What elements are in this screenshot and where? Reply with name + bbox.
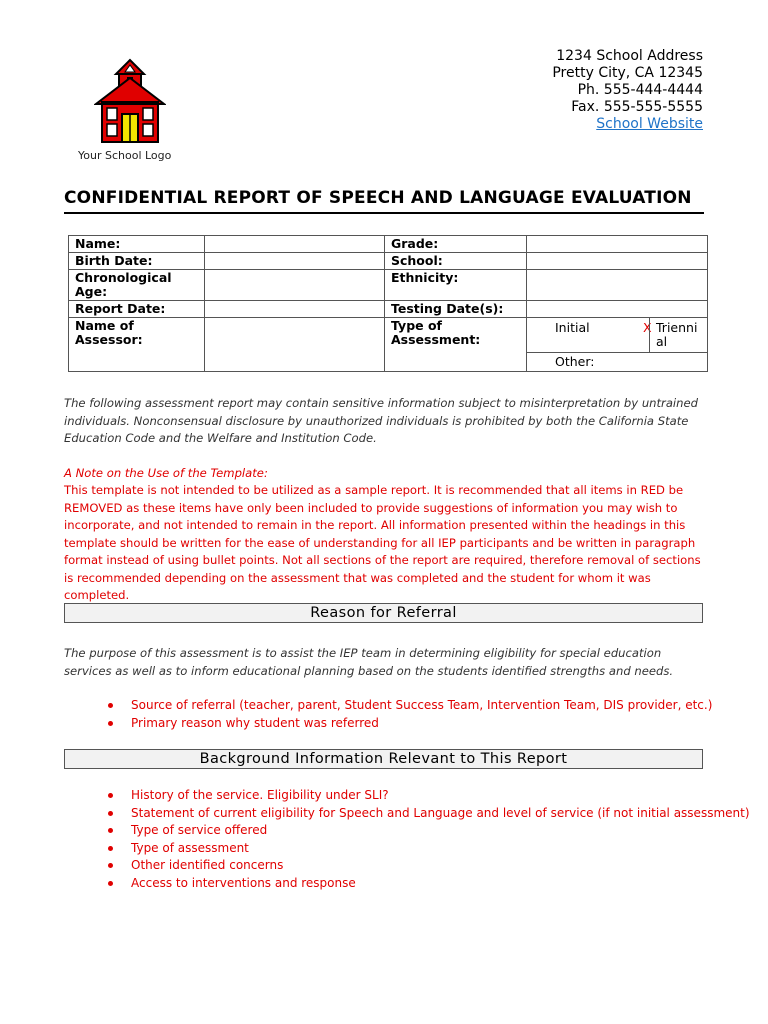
school-website-link[interactable]: School Website [596, 116, 703, 132]
name-label: Name: [69, 236, 205, 253]
assessment-type-options [527, 318, 708, 353]
other-option[interactable]: Other: [527, 353, 708, 372]
school-label: School: [385, 253, 527, 270]
report-date-value[interactable] [205, 301, 385, 318]
address-street: 1234 School Address [556, 48, 703, 64]
confidentiality-disclaimer: The following assessment report may contain sensitive information subject to misinterpretation by untrained individuals. Nonconsensual disclosure by unauthorized individuals is prohibited by both the California State Education Code and the Welfare and Institution Code. [64, 396, 698, 445]
testing-dates-value[interactable] [527, 301, 708, 318]
name-value[interactable] [205, 236, 385, 253]
logo-caption: Your School Logo [78, 149, 172, 162]
initial-option[interactable]: Initial [555, 320, 590, 335]
birth-date-value[interactable] [205, 253, 385, 270]
school-address [552, 48, 703, 133]
assessor-label: Name of Assessor: [69, 318, 205, 372]
table-row [69, 301, 708, 318]
ethnicity-value[interactable] [527, 270, 708, 301]
list-item: Access to interventions and response [104, 875, 750, 893]
reason-body: The purpose of this assessment is to assist the IEP team in determining eligibility for special education services as well as to inform educational planning based on the students identified strengths and needs. [64, 646, 674, 678]
chronological-age-label: Chronological Age: [69, 270, 205, 301]
address-city: Pretty City, CA 12345 [552, 65, 703, 81]
table-row [69, 318, 708, 353]
table-row [69, 270, 708, 301]
address-phone: Ph. 555-444-4444 [577, 82, 703, 98]
list-item: Source of referral (teacher, parent, Student Success Team, Intervention Team, DIS provider, etc.) [104, 697, 712, 715]
grade-label: Grade: [385, 236, 527, 253]
list-item: Other identified concerns [104, 857, 750, 875]
student-info-table [68, 235, 708, 372]
grade-value[interactable] [527, 236, 708, 253]
table-row [69, 253, 708, 270]
background-bullet-list [104, 787, 750, 892]
ethnicity-label: Ethnicity: [385, 270, 527, 301]
list-item: Statement of current eligibility for Speech and Language and level of service (if not initial assessment) [104, 805, 750, 823]
assessor-value[interactable] [205, 318, 385, 372]
list-item: Type of service offered [104, 822, 750, 840]
schoolhouse-icon [94, 58, 166, 146]
list-item: Primary reason why student was referred [104, 715, 712, 733]
address-fax: Fax. 555-555-5555 [571, 99, 703, 115]
assessment-x-mark[interactable]: X [643, 320, 652, 335]
template-note-body: This template is not intended to be utilized as a sample report. It is recommended that all items in RED be REMOVED as these items have only been included to provide suggestions of information you may wish to incorporate, and not intended to remain in the report. All information presented within the headings in this template should be written for the ease of understanding for all IEP participants and be written in paragraph format instead of using bullet points. Not all sections of the report are required, therefore removal of sections is recommended depending on the assessment that was completed and the student for whom it was completed. [64, 483, 701, 602]
assessment-type-label: Type of Assessment: [385, 318, 527, 372]
reason-for-referral-heading: Reason for Referral [64, 603, 703, 623]
report-date-label: Report Date: [69, 301, 205, 318]
triennial-option[interactable]: Trienni al [649, 318, 705, 352]
birth-date-label: Birth Date: [69, 253, 205, 270]
list-item: Type of assessment [104, 840, 750, 858]
list-item: History of the service. Eligibility under SLI? [104, 787, 750, 805]
template-note-heading: A Note on the Use of the Template: [64, 466, 268, 480]
background-info-heading: Background Information Relevant to This Report [64, 749, 703, 769]
testing-dates-label: Testing Date(s): [385, 301, 527, 318]
school-value[interactable] [527, 253, 708, 270]
table-row [69, 236, 708, 253]
report-title: CONFIDENTIAL REPORT OF SPEECH AND LANGUAGE EVALUATION [64, 188, 704, 214]
school-logo [78, 58, 182, 162]
chronological-age-value[interactable] [205, 270, 385, 301]
reason-bullet-list [104, 697, 712, 732]
